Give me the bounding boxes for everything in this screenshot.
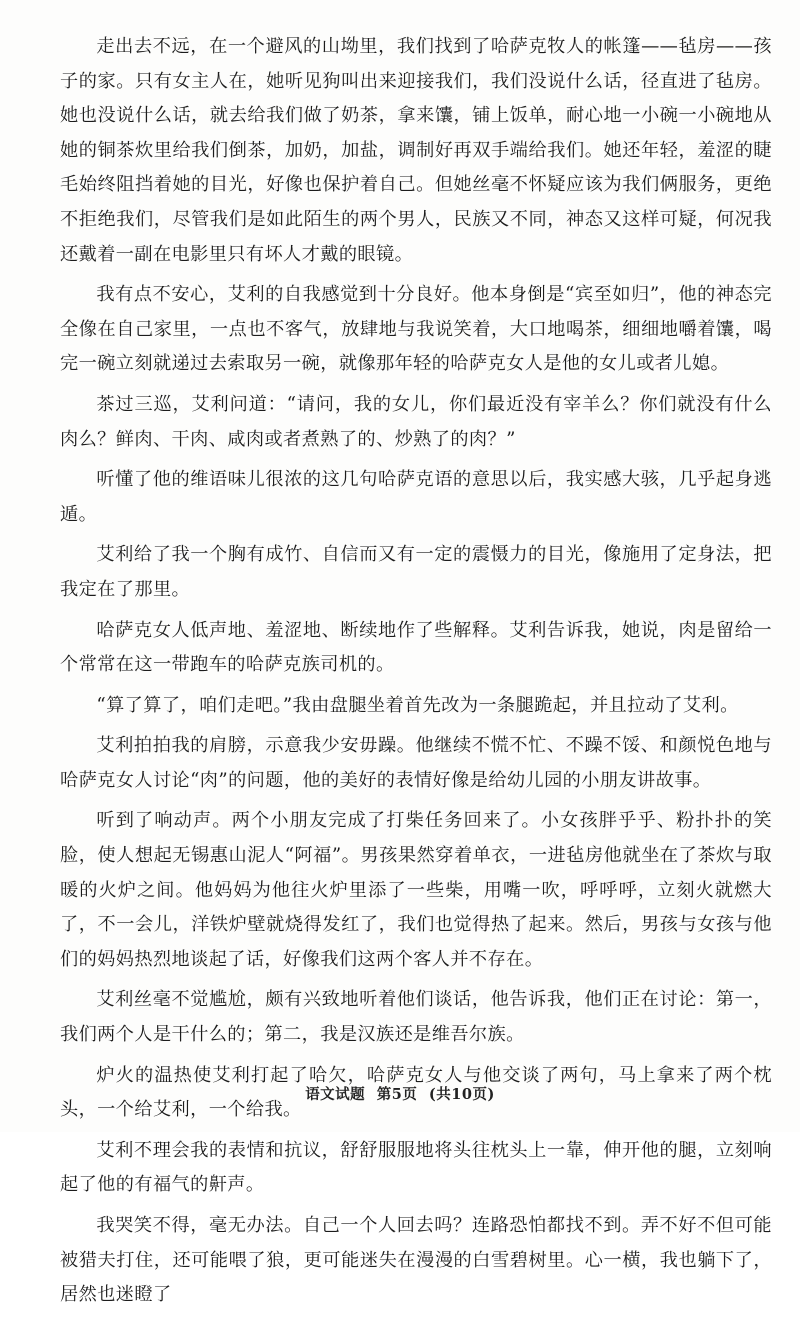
footer-total-pages: (共10页) bbox=[428, 1086, 495, 1103]
footer-subject: 语文试题 bbox=[305, 1086, 366, 1103]
paragraph: 炉火的温热使艾利打起了哈欠，哈萨克女人与他交谈了两句，马上拿来了两个枕头，一个给艾利，一个给我。 bbox=[60, 1064, 772, 1121]
paragraph: 听懂了他的维语味儿很浓的这几句哈萨克语的意思以后，我实感大骇，几乎起身逃遁。 bbox=[60, 469, 772, 525]
paragraph: “算了算了，咱们走吧。”我由盘腿坐着首先改为一条腿跪起，并且拉动了艾利。 bbox=[96, 694, 739, 716]
paragraph: 艾利丝毫不觉尴尬，颇有兴致地听着他们谈话，他告诉我，他们正在讨论：第一，我们两个人是干什么的；第二，我是汉族还是维吾尔族。 bbox=[60, 989, 772, 1046]
paragraph: 艾利给了我一个胸有成竹、自信而又有一定的震慑力的目光，像施用了定身法，把我定在了那里。 bbox=[60, 544, 772, 600]
paragraph: 艾利拍拍我的肩膀，示意我少安毋躁。他继续不慌不忙、不躁不馁、和颜悦色地与哈萨克女人讨论“肉”的问题，他的美好的表情好像是给幼儿园的小朋友讲故事。 bbox=[60, 735, 772, 791]
passage-text bbox=[60, 30, 772, 1319]
paragraph: 哈萨克女人低声地、羞涩地、断续地作了些解释。艾利告诉我，她说，肉是留给一个常常在这一带跑车的哈萨克族司机的。 bbox=[60, 619, 772, 676]
paragraph: 我哭笑不得，毫无办法。自己一个人回去吗？连路恐怕都找不到。弄不好不但可能被猎夫打住，还可能喂了狼，更可能迷失在漫漫的白雪碧树里。心一横，我也躺下了，居然也迷瞪了 bbox=[60, 1215, 772, 1306]
paragraph: 茶过三巡，艾利问道：“请问，我的女儿，你们最近没有宰羊么？你们就没有什么肉么？鲜肉、干肉、咸肉或者煮熟了的、炒熟了的肉？” bbox=[60, 393, 772, 450]
paragraph: 我有点不安心，艾利的自我感觉到十分良好。他本身倒是“宾至如归”，他的神态完全像在自己家里，一点也不客气，放肆地与我说笑着，大口地喝茶，细细地嚼着馕，喝完一碗立刻就递过去索取另一碗，就像那年轻的哈萨克女人是他的女儿或者儿媳。 bbox=[60, 284, 772, 375]
page-footer bbox=[0, 1083, 800, 1104]
paragraph: 走出去不远，在一个避风的山坳里，我们找到了哈萨克牧人的帐篷——毡房——孩子的家。只有女主人在，她听见狗叫出来迎接我们，我们没说什么话，径直进了毡房。她也没说什么话，就去给我们做了奶茶，拿来馕，铺上饭单，耐心地一小碗一小碗地从她的铜茶炊里给我们倒茶，加奶，加盐，调制好再双手端给我们。她还年轻，羞涩的睫毛始终阻挡着她的目光，好像也保护着自己。但她丝毫不怀疑应该为我们俩服务，更绝不拒绝我们，尽管我们是如此陌生的两个男人，民族又不同，神态又这样可疑，何况我还戴着一副在电影里只有坏人才戴的眼镜。 bbox=[60, 36, 772, 265]
footer-page-number: 第5页 bbox=[376, 1086, 418, 1103]
paragraph: 听到了响动声。两个小朋友完成了打柴任务回来了。小女孩胖乎乎、粉扑扑的笑脸，使人想起无锡惠山泥人“阿福”。男孩果然穿着单衣，一进毡房他就坐在了茶炊与取暖的火炉之间。他妈妈为他往火炉里添了一些柴，用嘴一吹，呼呼呼，立刻火就燃大了，不一会儿，洋铁炉壁就烧得发红了，我们也觉得热了起来。然后，男孩与女孩与他们的妈妈热烈地谈起了话，好像我们这两个客人并不存在。 bbox=[60, 810, 772, 970]
paragraph: 艾利不理会我的表情和抗议，舒舒服服地将头往枕头上一靠，伸开他的腿，立刻响起了他的有福气的鼾声。 bbox=[60, 1139, 772, 1196]
